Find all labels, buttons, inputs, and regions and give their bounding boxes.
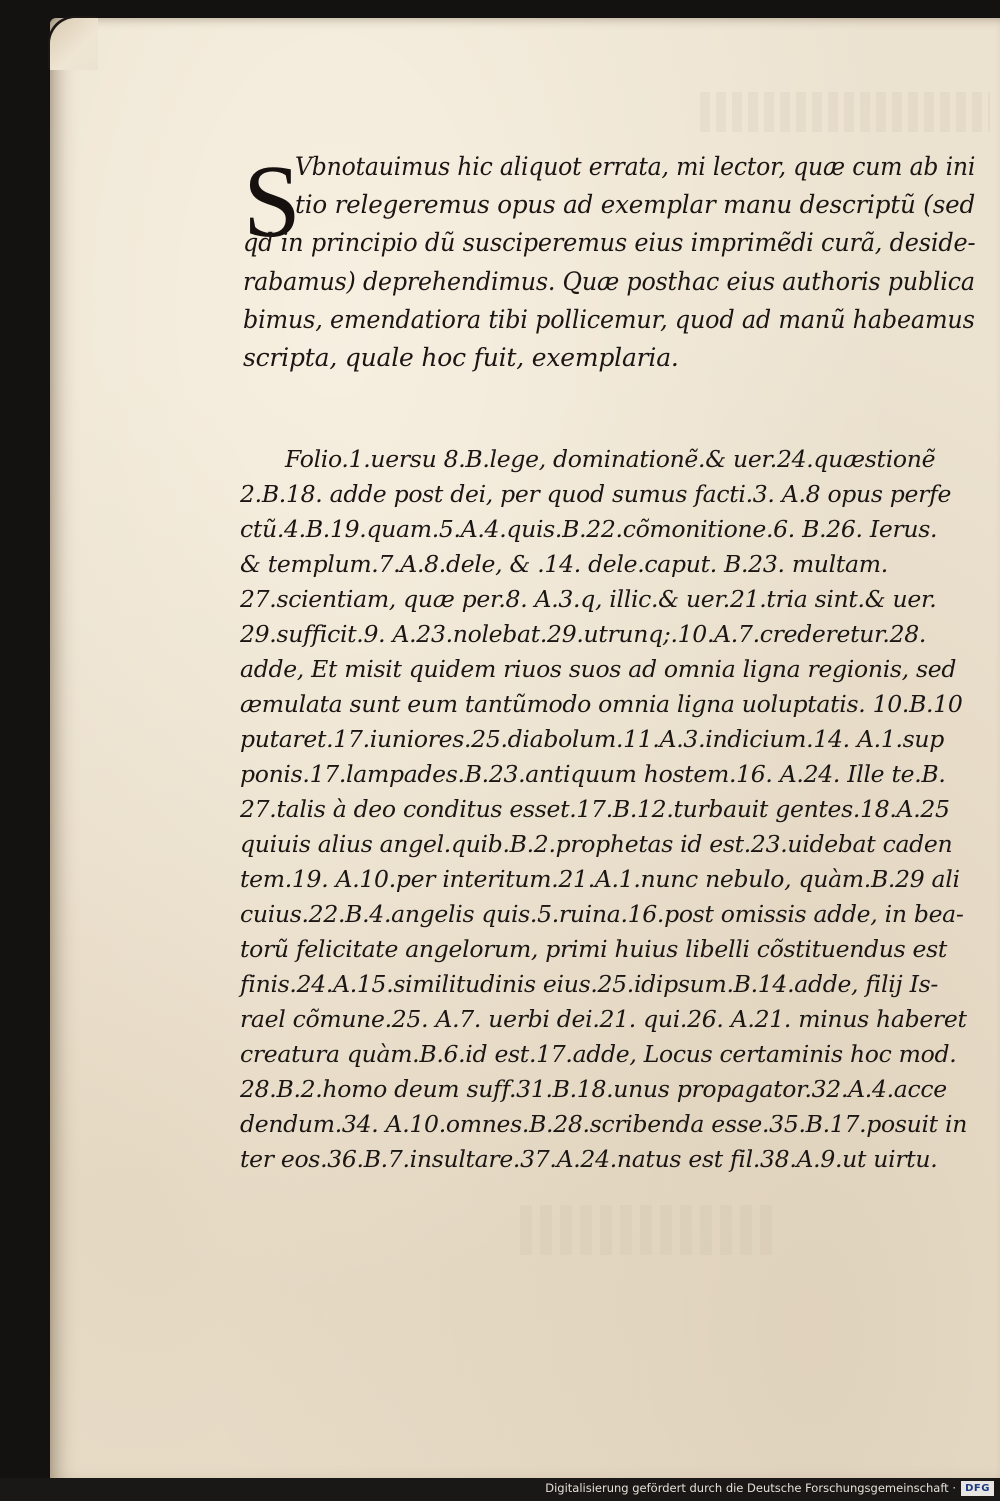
errata-line: ctũ.4.B.19.quam.5.A.4.quis.B.22.cõmonitione.6. B.26. Ierus. xyxy=(240,515,938,543)
errata-line: & templum.7.A.8.dele, & .14. dele.caput. B.23. multam. xyxy=(240,550,888,578)
reverse-side-show-through-lower xyxy=(520,1205,780,1255)
errata-line: putaret.17.iuniores.25.diabolum.11.A.3.indicium.14. A.1.sup xyxy=(240,725,944,753)
errata-line: quiuis alius angel.quib.B.2.prophetas id est.23.uidebat caden xyxy=(240,830,953,858)
errata-line: rael cõmune.25. A.7. uerbi dei.21. qui.26. A.21. minus haberet xyxy=(240,1005,967,1033)
intro-line: tio relegeremus opus ad exemplar manu descriptũ (sed xyxy=(295,190,976,219)
errata-line: ponis.17.lampades.B.23.antiquum hostem.16. A.24. Ille te.B. xyxy=(240,760,946,788)
dfg-logo-icon: DFG xyxy=(961,1481,994,1496)
errata-line: ter eos.36.B.7.insultare.37.A.24.natus est fil.38.A.9.ut uirtu. xyxy=(240,1145,938,1173)
reverse-side-show-through xyxy=(700,92,990,132)
errata-line: adde, Et misit quidem riuos suos ad omnia ligna regionis, sed xyxy=(240,655,957,683)
errata-line: tem.19. A.10.per interitum.21.A.1.nunc nebulo, quàm.B.29 ali xyxy=(240,865,960,893)
errata-line: 27.talis à deo conditus esset.17.B.12.turbauit gentes.18.A.25 xyxy=(240,795,950,823)
errata-line: cuius.22.B.4.angelis quis.5.ruina.16.post omissis adde, in bea- xyxy=(240,900,964,928)
page-corner-curl xyxy=(50,18,98,70)
errata-line: Folio.1.uersu 8.B.lege, dominationẽ.& uer.24.quæstionẽ xyxy=(285,445,936,473)
errata-line: torũ felicitate angelorum, primi huius libelli cõstituendus est xyxy=(240,935,948,963)
errata-line: 28.B.2.homo deum suff.31.B.18.unus propagator.32.A.4.acce xyxy=(240,1075,947,1103)
drop-cap-initial: S xyxy=(243,144,301,259)
intro-line: bimus, emendatiora tibi pollicemur, quod ad manũ habeamus xyxy=(243,305,975,334)
errata-line: 2.B.18. adde post dei, per quod sumus facti.3. A.8 opus perfe xyxy=(240,480,952,508)
intro-line: qđ in principio dũ susciperemus eius imprimẽdi curã, deside- xyxy=(243,228,976,257)
errata-line: dendum.34. A.10.omnes.B.28.scribenda esse.35.B.17.posuit in xyxy=(240,1110,968,1138)
errata-line: 29.sufficit.9. A.23.nolebat.29.utrunq;.10.A.7.crederetur.28. xyxy=(240,620,927,648)
intro-line: rabamus) deprehendimus. Quæ posthac eius authoris publica xyxy=(243,267,975,296)
errata-line: æmulata sunt eum tantũmodo omnia ligna uoluptatis. 10.B.10 xyxy=(240,690,963,718)
funding-credit: Digitalisierung gefördert durch die Deutsche Forschungsgemeinschaft · xyxy=(545,1481,956,1495)
errata-line: 27.scientiam, quæ per.8. A.3.q, illic.& uer.21.tria sint.& uer. xyxy=(240,585,937,613)
errata-line: creatura quàm.B.6.id est.17.adde, Locus certaminis hoc mod. xyxy=(240,1040,957,1068)
intro-line: scripta, quale hoc fuit, exemplaria. xyxy=(243,343,679,372)
intro-line: Vbnotauimus hic aliquot errata, mi lector, quæ cum ab ini xyxy=(295,152,976,181)
errata-line: finis.24.A.15.similitudinis eius.25.idipsum.B.14.adde, filij Is- xyxy=(240,970,938,998)
